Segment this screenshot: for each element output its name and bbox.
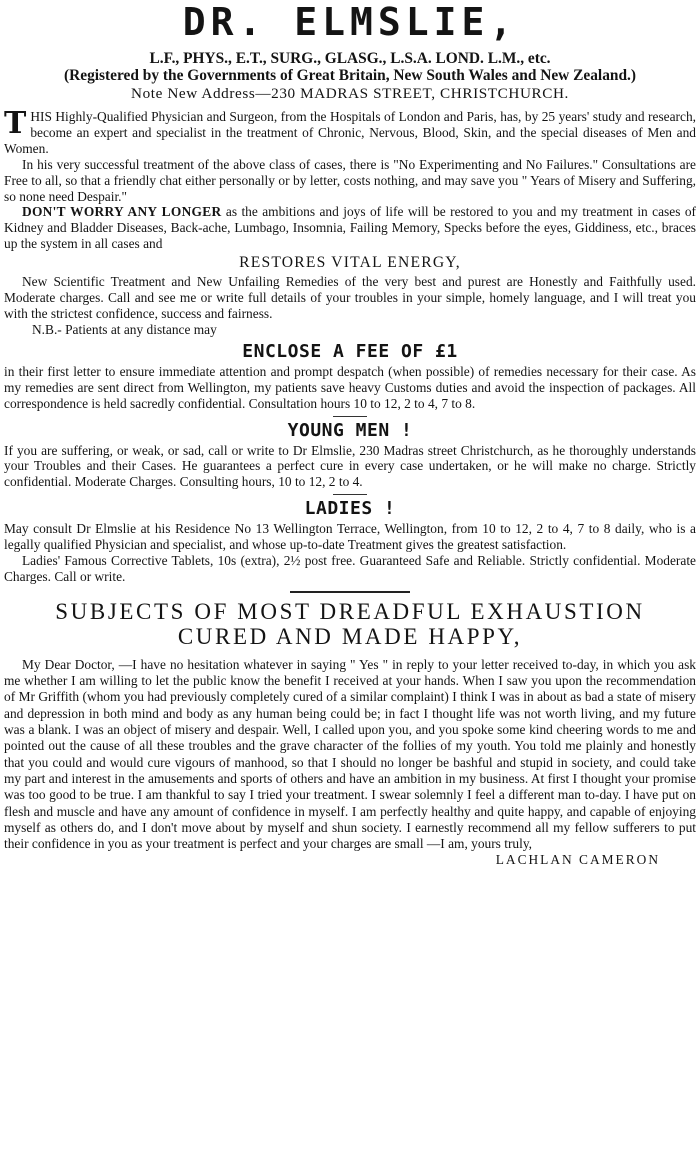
tablets-paragraph: Ladies' Famous Corrective Tablets, 10s (extra), 2½ post free. Guaranteed Safe and Reliable. Strictly confidential. Moderate Charges. Call or write. <box>4 553 696 584</box>
intro-section <box>4 106 696 252</box>
intro-text: HIS Highly-Qualified Physician and Surgeon, from the Hospitals of London and Paris, has, by 25 years' study and research, become an expert and specialist in the treatment of Chronic, Nervous, Blood, Skin, and the special diseases of Men and Women. <box>4 109 696 156</box>
vital-energy-heading: RESTORES VITAL ENERGY, <box>239 254 461 272</box>
fee-heading: ENCLOSE A FEE OF £1 <box>242 340 458 362</box>
divider-rule <box>333 494 367 495</box>
address-line: Note New Address—230 MADRAS STREET, CHRISTCHURCH. <box>131 85 569 102</box>
worry-heading: DON'T WORRY ANY LONGER <box>22 204 222 220</box>
young-men-section <box>4 443 696 491</box>
young-men-heading: YOUNG MEN ! <box>287 419 413 441</box>
section-divider-rule <box>290 591 410 593</box>
vital-section <box>4 274 696 338</box>
testimonial-title-line-2: CURED AND MADE HAPPY, <box>177 623 523 649</box>
testimonial-signature: LACHLAN CAMERON <box>495 852 660 868</box>
qualifications-line: L.F., PHYS., E.T., SURG., GLASG., L.S.A. LOND. L.M., etc. <box>149 50 551 67</box>
worry-text: as the ambitions and joys of life will be restored to you and my treatment in cases of Kidney and Bladder Diseases, Back-ache, Lumbago, Insomnia, Failing Memory, Specks before the eyes, Giddiness, etc., braces up the system in all cases and <box>4 204 696 252</box>
testimonial-letter: My Dear Doctor, —I have no hesitation whatever in saying " Yes " in reply to your letter received to-day, in which you ask me whether I am willing to let the public know the benefit I received at your hands. When I saw you upon the recommendation of Mr Griffith (whom you had previously completely cured of a similar complaint) I think I was in about as bad a state of misery and depression in both mind and body as any human being could be; in fact I thought life was not worth living, and my future was a blank. I was an object of misery and despair. Well, I called upon you, and you spoke some kind cheering words to me and pointed out the cause of all these troubles and the grave character of the follies of my youth. You told me plainly and honestly that you could and would cure vigours of manhood, so that I should no longer be bashful and stupid in society, and could take my part and interest in the amusements and sports of others and have an ambition in my business. At first I thought your promise was too good to be true. I am thankful to say I tried your treatment. I swear solemnly I feel a different man to-day. I have put on flesh and muscle and have any amount of confidence in myself. I am perfectly healthy and quite happy, and capable of enjoying myself as others do, and I don't move about by myself and shun society. I earnestly recommend all my fellow sufferers to put their confidence in you as your treatment is perfect and your charges are small —I am, yours truly, <box>4 656 696 852</box>
divider-rule <box>333 416 367 417</box>
fee-section <box>4 364 696 412</box>
fee-paragraph: in their first letter to ensure immediate attention and prompt despatch (when possible) of remedies necessary for their case. As my remedies are sent direct from Wellington, my patients save heavy Customs duties and avoid the inspection of packages. All correspondence is held sacredly confidential. Consultation hours 10 to 12, 2 to 4, 7 to 8. <box>4 363 696 411</box>
ladies-heading: LADIES ! <box>304 498 396 520</box>
worry-paragraph <box>4 204 696 252</box>
ladies-section <box>4 521 696 585</box>
vital-paragraph: New Scientific Treatment and New Unfailing Remedies of the very best and purest are Honestly and Faithfully used. Moderate charges. Call and see me or write full details of your troubles in your simple, homely language, and I will treat you with the strictest confidence, success and fairness. <box>4 274 696 321</box>
ladies-paragraph: May consult Dr Elmslie at his Residence No 13 Wellington Terrace, Wellington, from 10 to 12, 2 to 4, 7 to 8 daily, who is a legally qualified Physician and specialist, and whose up-to-date Treatment gives the greatest satisfaction. <box>4 521 696 553</box>
nb-line: N.B.- Patients at any distance may <box>32 321 217 337</box>
testimonial-title-line-1: SUBJECTS OF MOST DREADFUL EXHAUSTION <box>55 598 645 624</box>
drop-cap: T <box>4 106 27 141</box>
intro-paragraph <box>4 106 696 157</box>
success-paragraph: In his very successful treatment of the above class of cases, there is "No Experimenting and No Failures." Consultations are Free to all, so that a friendly chat either personally or by letter, costs nothing, and may save you " Years of Misery and Suffering, so none need Despair." <box>4 156 696 204</box>
advertisement-title: DR. ELMSLIE, <box>182 0 518 44</box>
registration-line: (Registered by the Governments of Great Britain, New South Wales and New Zealand.) <box>64 67 636 84</box>
young-men-paragraph: If you are suffering, or weak, or sad, call or write to Dr Elmslie, 230 Madras street Christchurch, as he thoroughly understands your Troubles and their Cases. He guarantees a perfect cure in every case undertaken, or he will make no charge. Strictly confidential. Moderate Charges. Consulting hours, 10 to 12, 2 to 4. <box>4 442 696 490</box>
